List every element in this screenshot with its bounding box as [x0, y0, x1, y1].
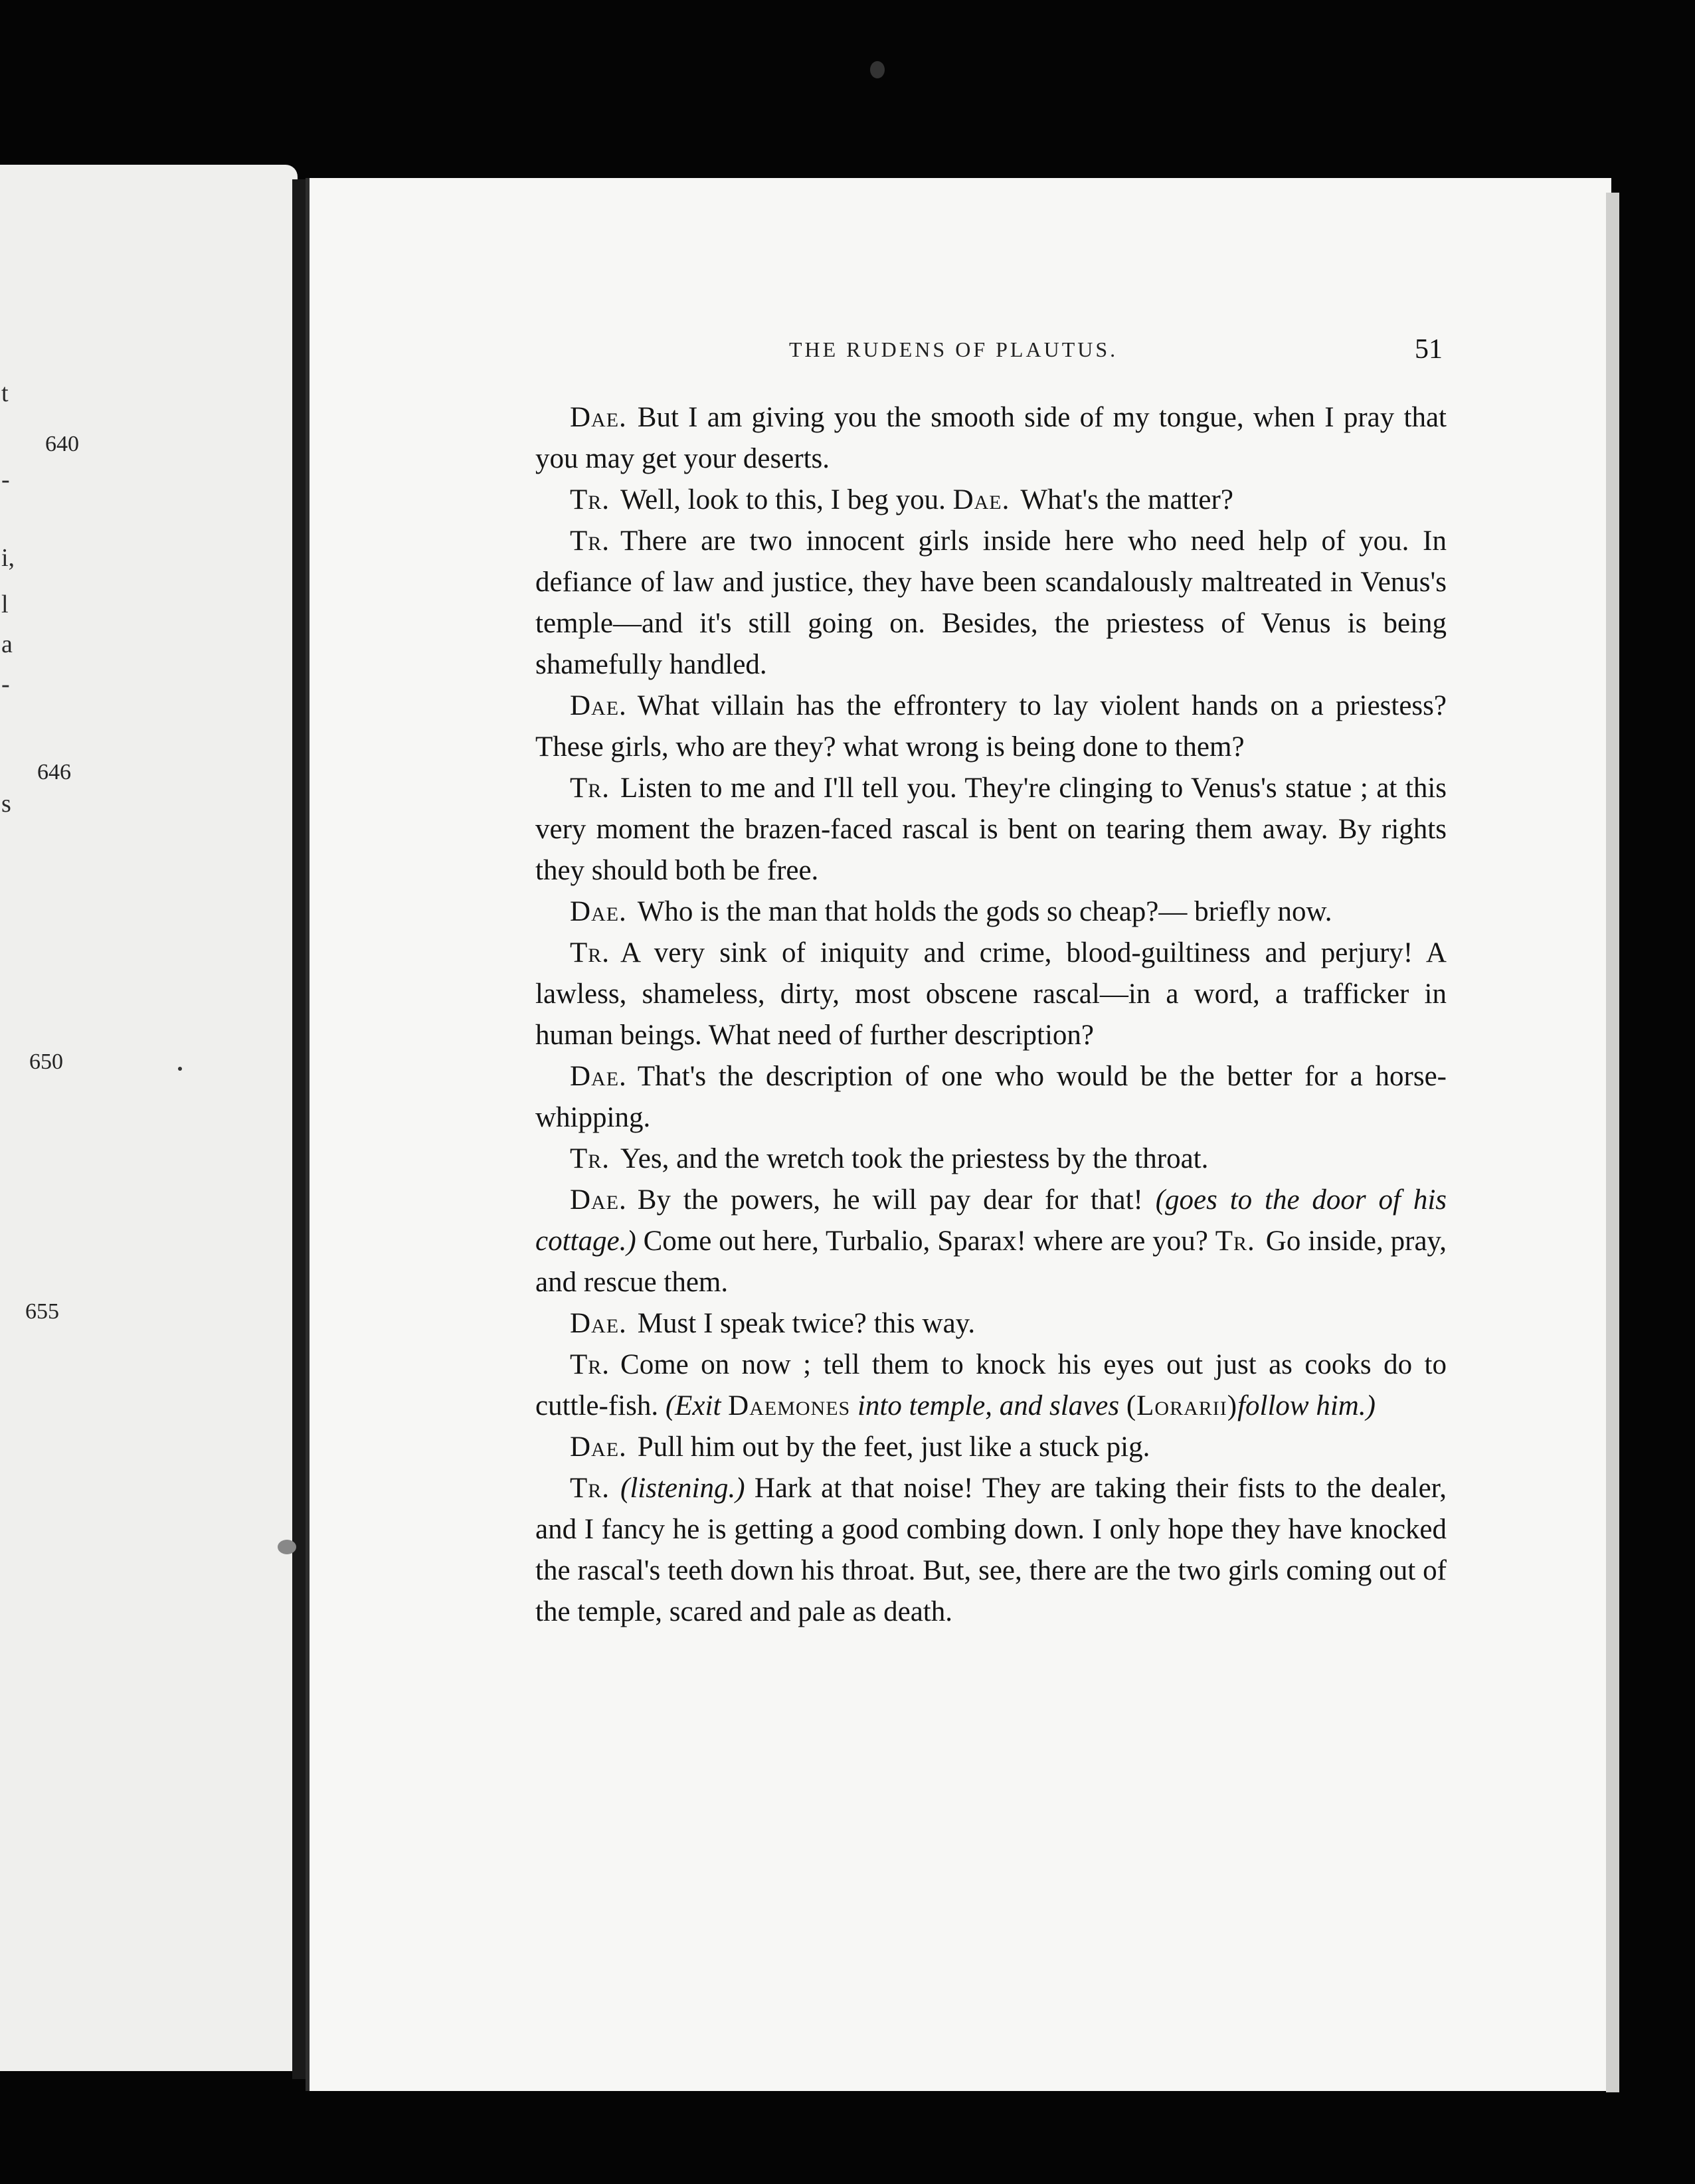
speaker-label: Tr.	[1215, 1226, 1255, 1257]
dust-speck	[178, 1067, 182, 1071]
edge-fragment: l	[1, 591, 9, 618]
dialogue-paragraph	[535, 1344, 1447, 1427]
stage-direction: (Exit	[665, 1390, 721, 1421]
running-head: THE RUDENS OF PLAUTUS.	[789, 337, 1118, 361]
speech: Come on now ; tell them to knock his eyes out just as cooks do to cuttle-fish.	[535, 1349, 1447, 1421]
character-name: Daemones	[728, 1390, 851, 1421]
speech: By the powers, he will pay dear for that!	[637, 1184, 1143, 1216]
stage-direction: follow him.)	[1237, 1390, 1376, 1421]
speaker-label: Dae.	[570, 402, 627, 433]
stage-direction: (goes to the door of his cottage.)	[535, 1184, 1447, 1257]
speech: A very sink of iniquity and crime, blood-guiltiness and perjury! A lawless, shameless, dirty, most obscene rascal—in a word, a trafficker in human beings. What need of further description?	[535, 937, 1447, 1051]
dialogue-paragraph	[535, 933, 1447, 1056]
edge-fragment: i,	[1, 544, 15, 572]
dialogue-paragraph	[535, 397, 1447, 480]
dialogue-paragraph	[535, 1180, 1447, 1303]
speaker-label: Dae.	[570, 690, 627, 721]
line-number: 650	[29, 1049, 63, 1074]
speaker-label: Dae.	[952, 484, 1010, 515]
page-number: 51	[1415, 334, 1443, 365]
edge-fragment: t	[1, 379, 9, 407]
speaker-label: Tr.	[570, 937, 610, 968]
dialogue-paragraph	[535, 1056, 1447, 1138]
dialogue-paragraph	[535, 521, 1447, 685]
dust-speck	[870, 61, 885, 78]
edge-fragment: -	[1, 466, 10, 494]
speaker-label: Dae.	[570, 1431, 627, 1463]
speech: Well, look to this, I beg you.	[620, 484, 946, 515]
dialogue-paragraph	[535, 480, 1447, 521]
speaker-label: Dae.	[570, 896, 627, 927]
speaker-label: Tr.	[570, 1143, 610, 1174]
dialogue-paragraph	[535, 1427, 1447, 1468]
dialogue-paragraph	[535, 768, 1447, 891]
dialogue-paragraph	[535, 1303, 1447, 1344]
character-name: (Lorarii)	[1126, 1390, 1238, 1421]
speech: Pull him out by the feet, just like a stuck pig.	[637, 1431, 1150, 1463]
speaker-label: Dae.	[570, 1061, 627, 1092]
stage-direction: (listening.)	[620, 1473, 745, 1504]
speech: Hark at that noise! They are taking their fists to the dealer, and I fancy he is getting a good combing down. I only hope they have knocked the rascal's teeth down his throat. But, see, there are the two girls coming out of the temple, scared and pale as death.	[535, 1473, 1447, 1627]
line-number: 640	[45, 432, 79, 456]
dialogue-paragraph	[535, 685, 1447, 768]
page-edge	[1606, 193, 1619, 2092]
speaker-label: Tr.	[570, 484, 610, 515]
speech: Must I speak twice? this way.	[637, 1308, 976, 1339]
dialogue-paragraph	[535, 1138, 1447, 1180]
speech: That's the description of one who would be the better for a horse-whipping.	[535, 1061, 1447, 1133]
speech: But I am giving you the smooth side of my tongue, when I pray that you may get your deserts.	[535, 402, 1447, 474]
dialogue-paragraph	[535, 1468, 1447, 1633]
speaker-label: Dae.	[570, 1308, 627, 1339]
line-number: 655	[25, 1299, 59, 1324]
speaker-label: Dae.	[570, 1184, 627, 1216]
edge-fragment: a	[1, 630, 13, 658]
stage-direction: into temple, and slaves	[857, 1390, 1120, 1421]
speech: What's the matter?	[1020, 484, 1233, 515]
dialogue-paragraph	[535, 891, 1447, 933]
speaker-label: Tr.	[570, 525, 610, 557]
speaker-label: Tr.	[570, 773, 610, 804]
speech: Go inside, pray, and rescue them.	[535, 1226, 1447, 1298]
line-number: 646	[37, 760, 71, 784]
speech: What villain has the effrontery to lay violent hands on a priestess? These girls, who are they? what wrong is being done to them?	[535, 690, 1447, 763]
speech: There are two innocent girls inside here who need help of you. In defiance of law and justice, they have been scandalously maltreated in Venus's temple—and it's still going on. Besides, the priestess of Venus is being shamefully handled.	[535, 525, 1447, 680]
main-text	[535, 397, 1447, 1633]
edge-fragment: -	[1, 670, 10, 698]
speech: Who is the man that holds the gods so cheap?— briefly now.	[637, 896, 1332, 927]
speech: Yes, and the wretch took the priestess by the throat.	[620, 1143, 1209, 1174]
speech: Listen to me and I'll tell you. They're clinging to Venus's statue ; at this very moment the brazen-faced rascal is bent on tearing them away. By rights they should both be free.	[535, 773, 1447, 886]
speaker-label: Tr.	[570, 1473, 610, 1504]
binding-clasp	[278, 1540, 296, 1554]
speech: Come out here, Turbalio, Sparax! where are you?	[643, 1226, 1208, 1257]
edge-fragment: s	[1, 790, 11, 818]
speaker-label: Tr.	[570, 1349, 610, 1380]
